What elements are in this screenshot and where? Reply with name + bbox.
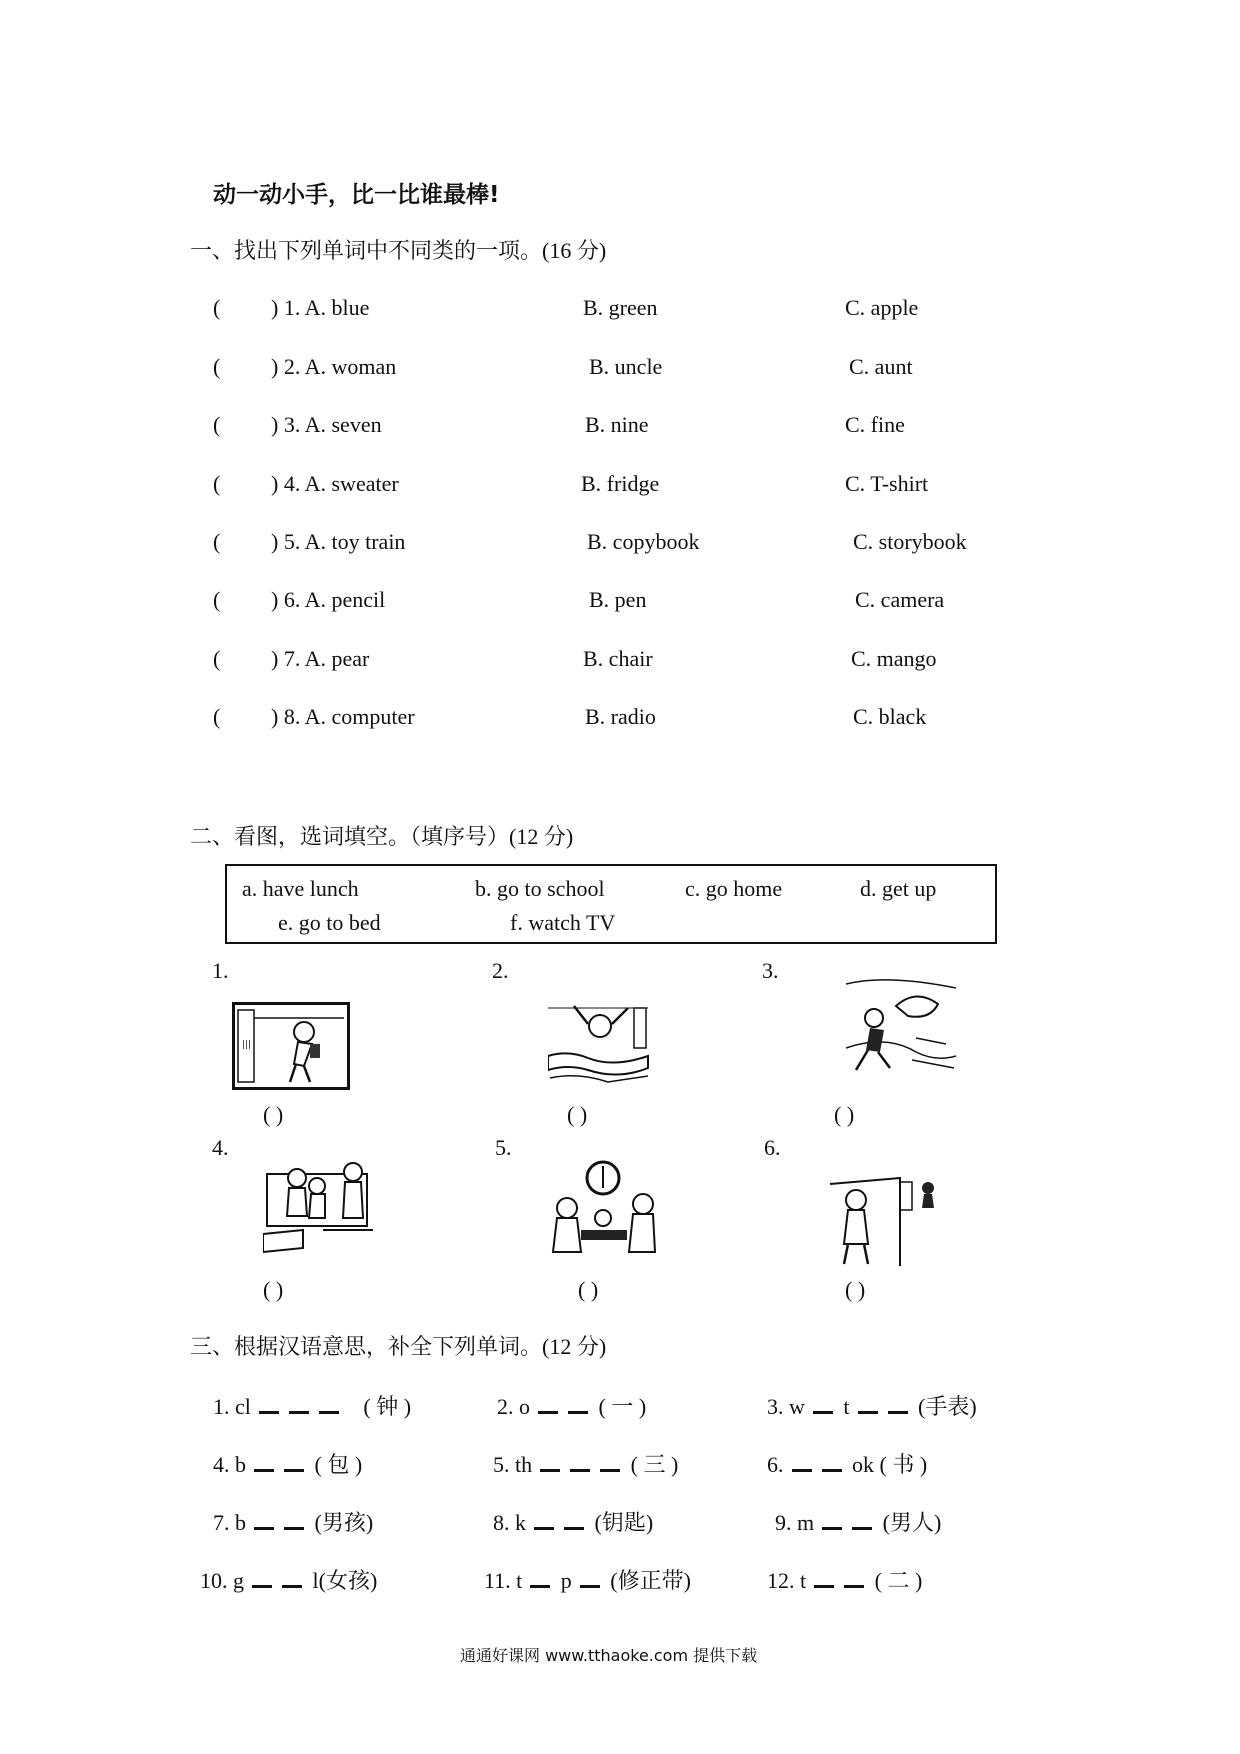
blank[interactable] bbox=[289, 1393, 309, 1414]
blank[interactable] bbox=[822, 1451, 842, 1472]
q3-paren-open: ( bbox=[213, 412, 221, 437]
word-item-11-meaning: (修正带) bbox=[610, 1568, 691, 1593]
word-item-5 bbox=[493, 1448, 678, 1479]
blank[interactable] bbox=[319, 1393, 339, 1414]
q6-option-b: B. pen bbox=[589, 587, 647, 612]
picture-4-illustration bbox=[263, 1156, 375, 1254]
picture-number-2: 2. bbox=[492, 958, 509, 983]
word-bank-option-d: d. get up bbox=[860, 876, 937, 901]
picture-5-answer[interactable]: ( ) bbox=[578, 1277, 599, 1302]
word-item-2 bbox=[497, 1390, 646, 1421]
blank[interactable] bbox=[254, 1451, 274, 1472]
word-item-3-prefix: 3. w bbox=[767, 1394, 805, 1419]
picture-number-5: 5. bbox=[495, 1135, 512, 1160]
picture-3-illustration bbox=[846, 978, 956, 1076]
q3-option-a: ) 3. A. seven bbox=[271, 412, 382, 437]
blank[interactable] bbox=[534, 1509, 554, 1530]
word-item-10-mid: l bbox=[312, 1568, 319, 1593]
word-item-1-meaning: ( 钟 ) bbox=[363, 1394, 412, 1419]
word-item-11 bbox=[484, 1564, 691, 1595]
word-item-10 bbox=[200, 1564, 377, 1595]
section2-heading: 二、看图，选词填空。（填序号）(12 分) bbox=[190, 824, 574, 849]
word-bank-option-a: a. have lunch bbox=[242, 876, 359, 901]
q1-paren-open: ( bbox=[213, 295, 221, 320]
blank[interactable] bbox=[259, 1393, 279, 1414]
word-item-2-prefix: 2. o bbox=[497, 1394, 530, 1419]
blank[interactable] bbox=[284, 1451, 304, 1472]
word-item-9 bbox=[775, 1506, 941, 1537]
word-bank-option-f: f. watch TV bbox=[510, 910, 616, 935]
word-item-2-meaning: ( 一 ) bbox=[598, 1394, 647, 1419]
blank[interactable] bbox=[858, 1393, 878, 1414]
picture-5-illustration bbox=[547, 1156, 659, 1254]
blank[interactable] bbox=[822, 1509, 842, 1530]
picture-6-illustration bbox=[830, 1174, 942, 1266]
blank[interactable] bbox=[844, 1567, 864, 1588]
q2-option-c: C. aunt bbox=[849, 354, 913, 379]
picture-2-answer[interactable]: ( ) bbox=[567, 1102, 588, 1127]
word-item-8-meaning: (钥匙) bbox=[594, 1510, 654, 1535]
q5-option-b: B. copybook bbox=[587, 529, 700, 554]
picture-3-answer[interactable]: ( ) bbox=[834, 1102, 855, 1127]
q2-paren-open: ( bbox=[213, 354, 221, 379]
word-item-3-meaning: (手表) bbox=[918, 1394, 977, 1419]
picture-1-illustration bbox=[232, 1002, 350, 1090]
blank[interactable] bbox=[568, 1393, 588, 1414]
blank[interactable] bbox=[282, 1567, 302, 1588]
q8-option-a: ) 8. A. computer bbox=[271, 704, 415, 729]
picture-2-illustration bbox=[548, 998, 650, 1090]
word-item-7 bbox=[213, 1506, 373, 1537]
word-item-4-meaning: ( 包 ) bbox=[314, 1452, 363, 1477]
blank[interactable] bbox=[814, 1567, 834, 1588]
word-item-9-meaning: (男人) bbox=[882, 1510, 942, 1535]
blank[interactable] bbox=[284, 1509, 304, 1530]
word-item-7-meaning: (男孩) bbox=[314, 1510, 374, 1535]
word-item-12-meaning: ( 二 ) bbox=[874, 1568, 923, 1593]
q1-option-c: C. apple bbox=[845, 295, 919, 320]
q4-option-a: ) 4. A. sweater bbox=[271, 471, 399, 496]
q6-option-c: C. camera bbox=[855, 587, 945, 612]
q3-option-b: B. nine bbox=[585, 412, 649, 437]
word-item-8 bbox=[493, 1506, 653, 1537]
word-item-6-prefix: 6. bbox=[767, 1452, 784, 1477]
word-item-6 bbox=[767, 1448, 927, 1479]
blank[interactable] bbox=[540, 1451, 560, 1472]
blank[interactable] bbox=[254, 1509, 274, 1530]
word-item-11-mid: p bbox=[560, 1568, 572, 1593]
q5-option-a: ) 5. A. toy train bbox=[271, 529, 406, 554]
word-item-11-prefix: 11. t bbox=[484, 1568, 523, 1593]
q1-option-a: ) 1. A. blue bbox=[271, 295, 370, 320]
q5-paren-open: ( bbox=[213, 529, 221, 554]
word-item-1 bbox=[213, 1390, 411, 1421]
word-item-5-meaning: ( 三 ) bbox=[630, 1452, 679, 1477]
blank[interactable] bbox=[564, 1509, 584, 1530]
word-item-12 bbox=[767, 1564, 922, 1595]
blank[interactable] bbox=[580, 1567, 600, 1588]
q4-paren-open: ( bbox=[213, 471, 221, 496]
blank[interactable] bbox=[570, 1451, 590, 1472]
q1-option-b: B. green bbox=[583, 295, 658, 320]
q2-option-b: B. uncle bbox=[589, 354, 663, 379]
q6-paren-open: ( bbox=[213, 587, 221, 612]
picture-4-answer[interactable]: ( ) bbox=[263, 1277, 284, 1302]
word-item-4-prefix: 4. b bbox=[213, 1452, 246, 1477]
picture-number-6: 6. bbox=[764, 1135, 781, 1160]
q8-option-b: B. radio bbox=[585, 704, 656, 729]
blank[interactable] bbox=[252, 1567, 272, 1588]
section3-heading: 三、根据汉语意思，补全下列单词。(12 分) bbox=[190, 1334, 607, 1359]
word-bank-option-c: c. go home bbox=[685, 876, 783, 901]
word-item-5-prefix: 5. th bbox=[493, 1452, 533, 1477]
q2-option-a: ) 2. A. woman bbox=[271, 354, 397, 379]
picture-number-3: 3. bbox=[762, 958, 779, 983]
q8-paren-open: ( bbox=[213, 704, 221, 729]
picture-number-4: 4. bbox=[212, 1135, 229, 1160]
word-item-10-prefix: 10. g bbox=[200, 1568, 244, 1593]
q7-option-b: B. chair bbox=[583, 646, 653, 671]
footer-credit: 通通好课网 www.tthaoke.com 提供下载 bbox=[460, 1646, 758, 1665]
q7-paren-open: ( bbox=[213, 646, 221, 671]
blank[interactable] bbox=[813, 1393, 833, 1414]
word-bank-option-b: b. go to school bbox=[475, 876, 605, 901]
word-item-9-prefix: 9. m bbox=[775, 1510, 815, 1535]
word-item-10-meaning: (女孩) bbox=[318, 1568, 378, 1593]
q3-option-c: C. fine bbox=[845, 412, 905, 437]
q7-option-c: C. mango bbox=[851, 646, 937, 671]
word-item-3 bbox=[767, 1390, 977, 1421]
word-item-12-prefix: 12. t bbox=[767, 1568, 807, 1593]
word-item-3-mid: t bbox=[843, 1394, 850, 1419]
blank[interactable] bbox=[888, 1393, 908, 1414]
q8-option-c: C. black bbox=[853, 704, 927, 729]
q4-option-b: B. fridge bbox=[581, 471, 660, 496]
q7-option-a: ) 7. A. pear bbox=[271, 646, 370, 671]
blank[interactable] bbox=[792, 1451, 812, 1472]
word-item-8-prefix: 8. k bbox=[493, 1510, 526, 1535]
blank[interactable] bbox=[852, 1509, 872, 1530]
q6-option-a: ) 6. A. pencil bbox=[271, 587, 386, 612]
word-item-1-prefix: 1. cl bbox=[213, 1394, 251, 1419]
word-item-6-mid: ok bbox=[852, 1452, 874, 1477]
word-item-7-prefix: 7. b bbox=[213, 1510, 246, 1535]
word-bank-option-e: e. go to bed bbox=[278, 910, 381, 935]
svg-text:|||: ||| bbox=[242, 1040, 252, 1050]
picture-number-1: 1. bbox=[212, 958, 229, 983]
blank[interactable] bbox=[600, 1451, 620, 1472]
blank[interactable] bbox=[538, 1393, 558, 1414]
word-item-4 bbox=[213, 1448, 362, 1479]
blank[interactable] bbox=[530, 1567, 550, 1588]
section1-heading: 一、找出下列单词中不同类的一项。(16 分) bbox=[190, 238, 607, 263]
word-item-6-meaning: ( 书 ) bbox=[879, 1452, 928, 1477]
picture-6-answer[interactable]: ( ) bbox=[845, 1277, 866, 1302]
q5-option-c: C. storybook bbox=[853, 529, 967, 554]
picture-1-answer[interactable]: ( ) bbox=[263, 1102, 284, 1127]
q4-option-c: C. T-shirt bbox=[845, 471, 929, 496]
page-title: 动一动小手，比一比谁最棒! bbox=[213, 182, 500, 208]
